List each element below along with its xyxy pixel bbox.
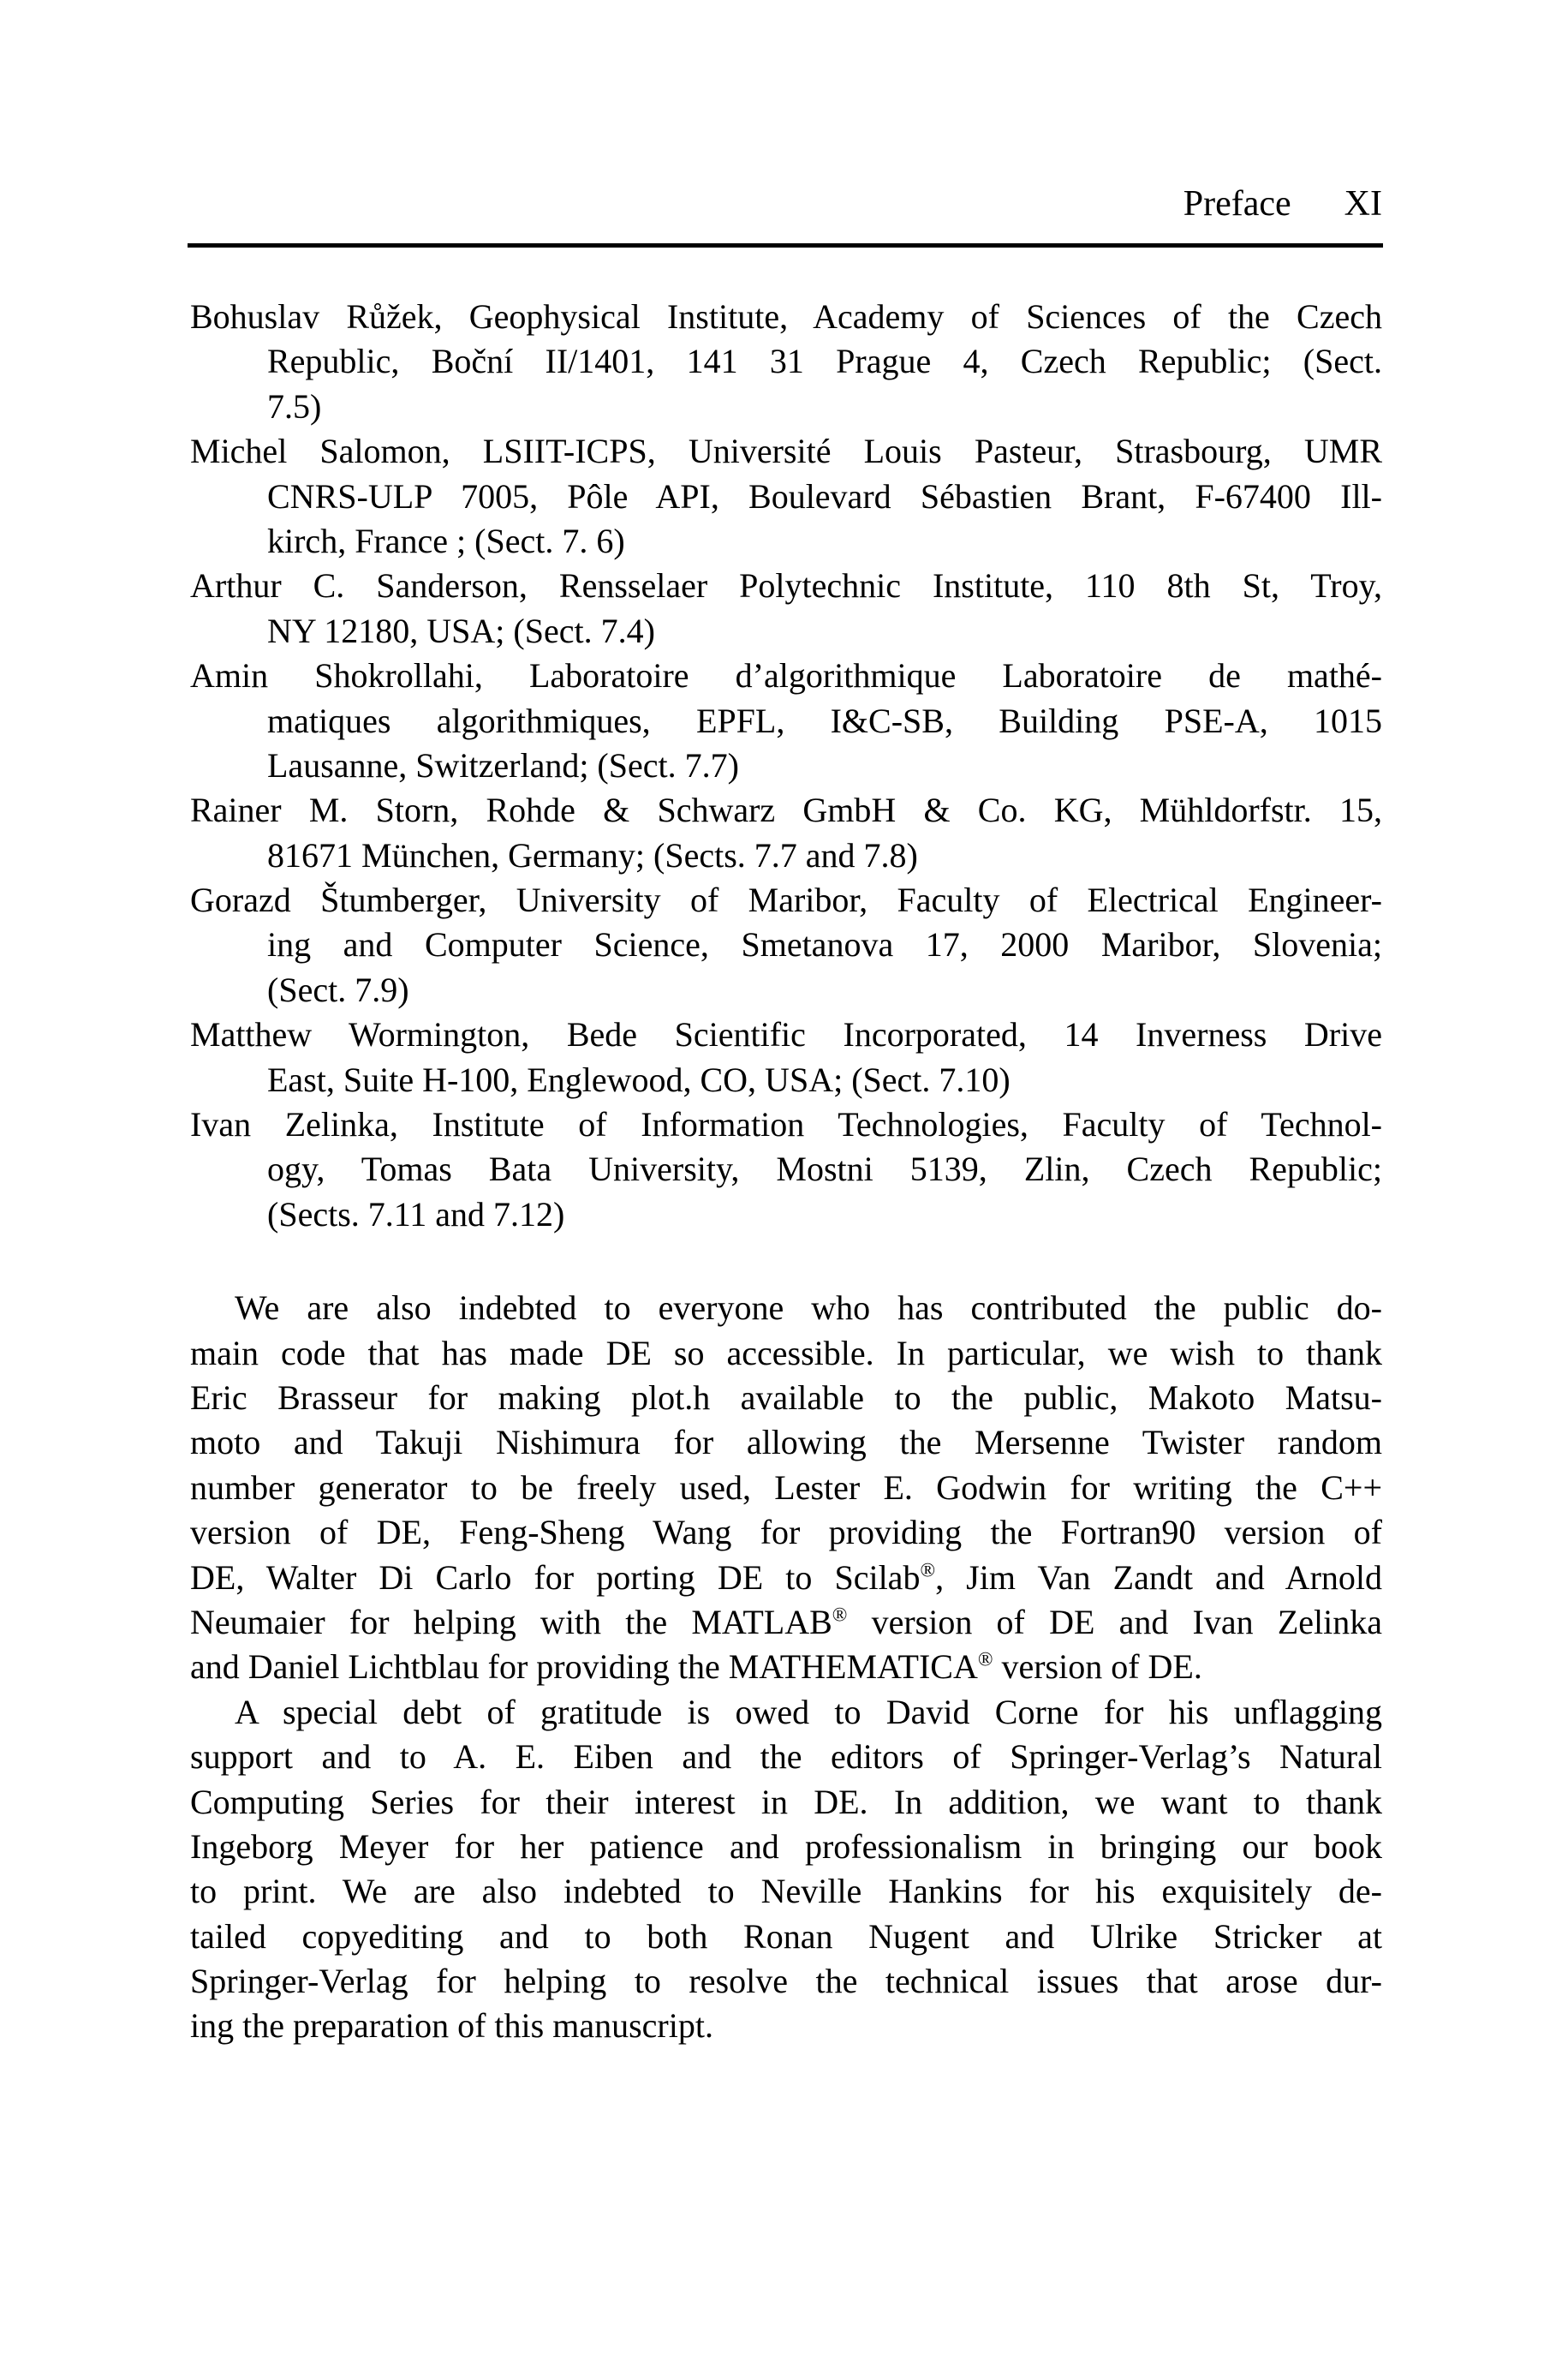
- page-number: XI: [1344, 184, 1382, 224]
- text-line: and Daniel Lichtblau for providing the MATHEMATICA® version of DE.: [190, 1647, 1202, 1687]
- text-line: kirch, France ; (Sect. 7. 6): [267, 521, 625, 560]
- text-line: to print. We are also indebted to Neville Hankins for his exquisitely de-: [190, 1872, 1382, 1911]
- text-line: 81671 München, Germany; (Sects. 7.7 and 7.8): [267, 835, 918, 875]
- text-line: version of DE, Feng-Sheng Wang for providing the Fortran90 version of: [190, 1513, 1382, 1552]
- contributor-entry: [190, 429, 1382, 564]
- page-content: [190, 295, 1382, 2049]
- contributor-entry: [190, 1013, 1382, 1102]
- text-line: tailed copyediting and to both Ronan Nugent and Ulrike Stricker at: [190, 1916, 1382, 1956]
- text-line: Ivan Zelinka, Institute of Information Technologies, Faculty of Technol-: [190, 1105, 1382, 1144]
- text-line: NY 12180, USA; (Sect. 7.4): [267, 611, 655, 650]
- text-line: support and to A. E. Eiben and the editors of Springer-Verlag’s Natural: [190, 1737, 1382, 1777]
- page-title: Preface: [1183, 184, 1291, 224]
- text-line: 7.5): [267, 386, 322, 426]
- text-line: We are also indebted to everyone who has contributed the public do-: [235, 1288, 1382, 1328]
- text-line: Lausanne, Switzerland; (Sect. 7.7): [267, 745, 739, 785]
- text-line: Bohuslav Růžek, Geophysical Institute, Academy of Sciences of the Czech: [190, 297, 1382, 336]
- text-line: main code that has made DE so accessible. In particular, we wish to thank: [190, 1333, 1382, 1372]
- contributor-list: [190, 295, 1382, 1237]
- text-line: ing and Computer Science, Smetanova 17, 2000 Maribor, Slovenia;: [267, 925, 1382, 965]
- text-line: (Sects. 7.11 and 7.12): [267, 1194, 565, 1234]
- text-line: Arthur C. Sanderson, Rensselaer Polytechnic Institute, 110 8th St, Troy,: [190, 566, 1382, 606]
- text-line: ing the preparation of this manuscript.: [190, 2006, 713, 2046]
- text-line: ogy, Tomas Bata University, Mostni 5139, Zlin, Czech Republic;: [267, 1150, 1382, 1189]
- text-line: Eric Brasseur for making plot.h available to the public, Makoto Matsu-: [190, 1377, 1382, 1417]
- text-line: matiques algorithmiques, EPFL, I&C-SB, Building PSE-A, 1015: [267, 701, 1382, 740]
- text-line: Matthew Wormington, Bede Scientific Incorporated, 14 Inverness Drive: [190, 1015, 1382, 1055]
- text-line: (Sect. 7.9): [267, 970, 409, 1009]
- acknowledgements-paragraph-2: [190, 1690, 1382, 2049]
- text-line: Springer-Verlag for helping to resolve the technical issues that arose dur-: [190, 1962, 1382, 2001]
- text-line: Neumaier for helping with the MATLAB® version of DE and Ivan Zelinka: [190, 1602, 1382, 1641]
- text-line: A special debt of gratitude is owed to David Corne for his unflagging: [235, 1692, 1382, 1731]
- text-line: Rainer M. Storn, Rohde & Schwarz GmbH & Co. KG, Mühldorfstr. 15,: [190, 791, 1382, 830]
- contributor-entry: [190, 295, 1382, 429]
- text-line: East, Suite H-100, Englewood, CO, USA; (Sect. 7.10): [267, 1060, 1011, 1099]
- text-line: Amin Shokrollahi, Laboratoire d’algorithmique Laboratoire de mathé-: [190, 656, 1382, 696]
- header-rule: [188, 243, 1383, 248]
- contributor-entry: [190, 564, 1382, 654]
- text-line: Michel Salomon, LSIIT-ICPS, Université Louis Pasteur, Strasbourg, UMR: [190, 432, 1382, 471]
- acknowledgements-paragraph-1: [190, 1286, 1382, 1690]
- contributor-entry: [190, 878, 1382, 1013]
- section-gap: [190, 1237, 1382, 1286]
- page-header: [190, 182, 1382, 226]
- text-line: Ingeborg Meyer for her patience and professionalism in bringing our book: [190, 1826, 1382, 1866]
- text-line: Republic, Boční II/1401, 141 31 Prague 4, Czech Republic; (Sect.: [267, 342, 1382, 381]
- text-line: DE, Walter Di Carlo for porting DE to Scilab®, Jim Van Zandt and Arnold: [190, 1557, 1383, 1597]
- contributor-entry: [190, 1102, 1382, 1237]
- text-line: moto and Takuji Nishimura for allowing the Mersenne Twister random: [190, 1423, 1382, 1462]
- contributor-entry: [190, 654, 1382, 788]
- text-line: Computing Series for their interest in DE. In addition, we want to thank: [190, 1782, 1382, 1821]
- text-line: number generator to be freely used, Lester E. Godwin for writing the C++: [190, 1467, 1382, 1507]
- text-line: CNRS-ULP 7005, Pôle API, Boulevard Sébastien Brant, F-67400 Ill-: [267, 476, 1382, 516]
- contributor-entry: [190, 788, 1382, 878]
- text-line: Gorazd Štumberger, University of Maribor, Faculty of Electrical Engineer-: [190, 881, 1382, 920]
